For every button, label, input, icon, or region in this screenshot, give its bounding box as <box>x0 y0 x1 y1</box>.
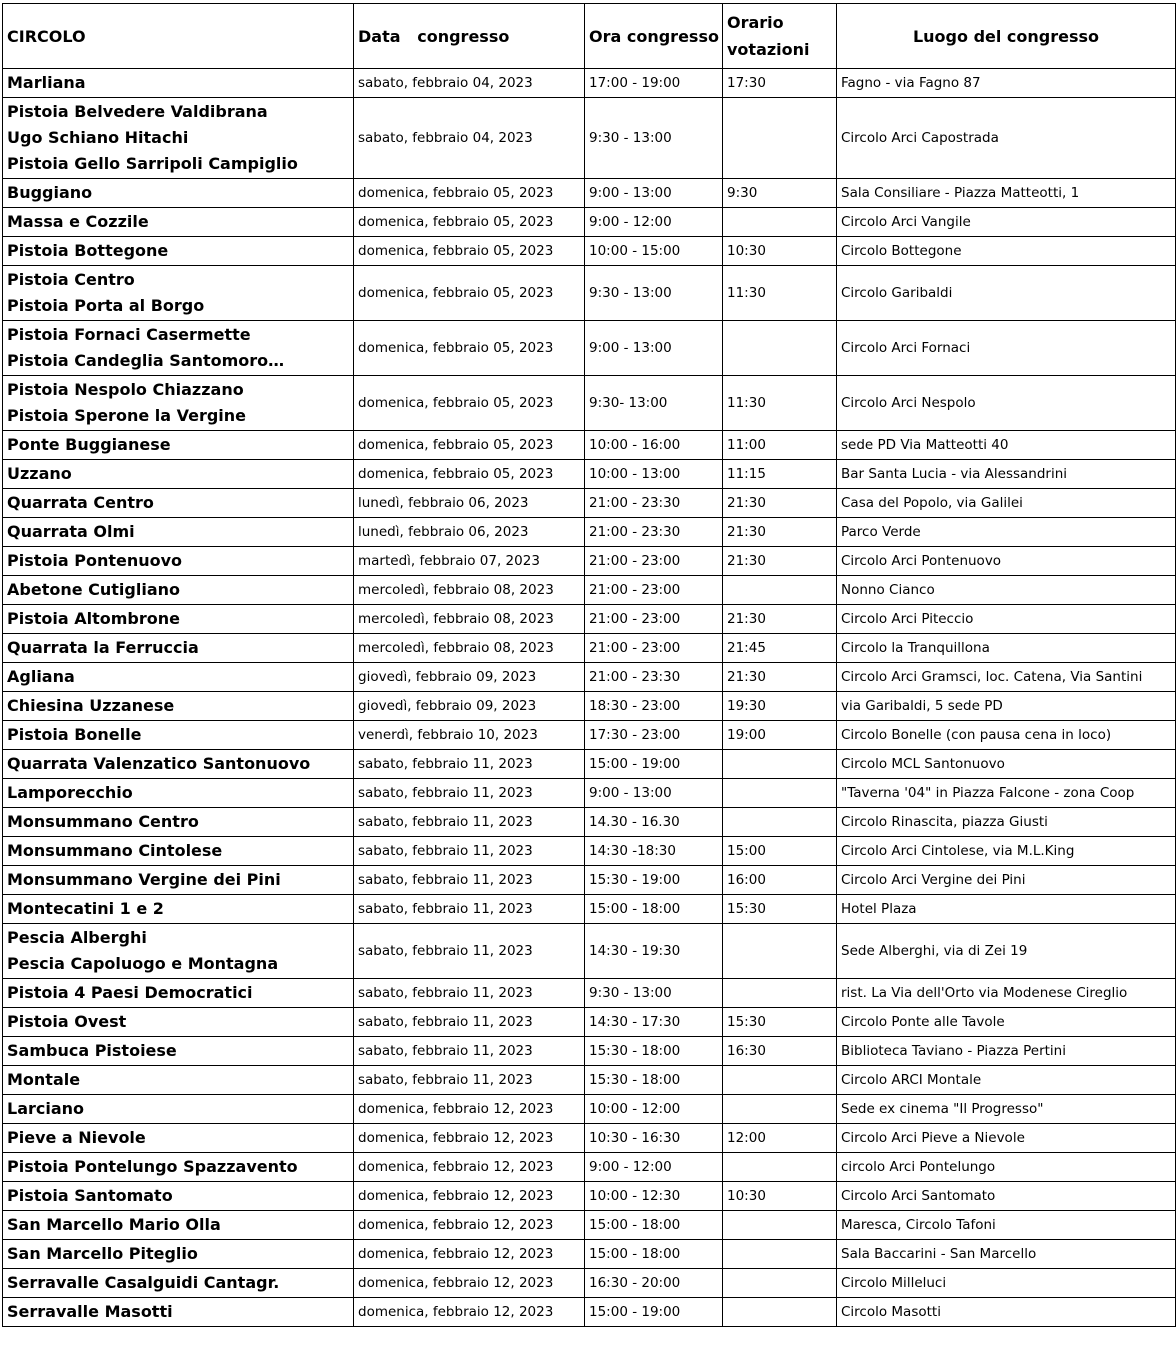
data-congresso-cell: domenica, febbraio 12, 2023 <box>354 1269 585 1298</box>
data-congresso-cell: domenica, febbraio 12, 2023 <box>354 1240 585 1269</box>
orario-votazioni-cell: 16:00 <box>723 866 837 895</box>
ora-congresso-cell: 9:30- 13:00 <box>585 376 723 431</box>
luogo-congresso-cell: Circolo Arci Santomato <box>837 1182 1176 1211</box>
circolo-cell <box>3 1066 354 1095</box>
table-row <box>3 179 1176 208</box>
data-congresso-cell: domenica, febbraio 05, 2023 <box>354 431 585 460</box>
ora-congresso-cell: 15:00 - 18:00 <box>585 895 723 924</box>
circolo-name: Pescia Alberghi <box>7 928 147 947</box>
orario-votazioni-cell: 9:30 <box>723 179 837 208</box>
ora-congresso-cell: 9:30 - 13:00 <box>585 266 723 321</box>
orario-votazioni-cell <box>723 808 837 837</box>
circolo-name: Pistoia Belvedere Valdibrana <box>7 102 268 121</box>
orario-votazioni-cell: 19:30 <box>723 692 837 721</box>
table-row <box>3 1037 1176 1066</box>
data-congresso-cell: domenica, febbraio 12, 2023 <box>354 1298 585 1327</box>
data-congresso-cell: sabato, febbraio 11, 2023 <box>354 837 585 866</box>
circolo-cell <box>3 1182 354 1211</box>
circolo-cell <box>3 208 354 237</box>
circolo-name: Pistoia Centro <box>7 270 135 289</box>
luogo-congresso-cell: Circolo Arci Piteccio <box>837 605 1176 634</box>
circolo-name: Montale <box>7 1070 81 1089</box>
circolo-cell <box>3 866 354 895</box>
luogo-congresso-cell: Sede ex cinema "Il Progresso" <box>837 1095 1176 1124</box>
data-congresso-cell: venerdì, febbraio 10, 2023 <box>354 721 585 750</box>
orario-votazioni-cell: 16:30 <box>723 1037 837 1066</box>
data-congresso-cell: lunedì, febbraio 06, 2023 <box>354 489 585 518</box>
circolo-cell <box>3 266 354 321</box>
luogo-congresso-cell: Circolo Arci Gramsci, loc. Catena, Via Santini <box>837 663 1176 692</box>
data-congresso-cell: sabato, febbraio 04, 2023 <box>354 98 585 179</box>
circolo-name: San Marcello Piteglio <box>7 1244 198 1263</box>
table-row <box>3 750 1176 779</box>
ora-congresso-cell: 9:00 - 13:00 <box>585 179 723 208</box>
data-congresso-cell: sabato, febbraio 11, 2023 <box>354 808 585 837</box>
data-congresso-cell: domenica, febbraio 12, 2023 <box>354 1153 585 1182</box>
table-row <box>3 779 1176 808</box>
luogo-congresso-cell: Circolo Rinascita, piazza Giusti <box>837 808 1176 837</box>
table-row <box>3 1240 1176 1269</box>
orario-votazioni-cell <box>723 1095 837 1124</box>
data-congresso-cell: domenica, febbraio 05, 2023 <box>354 208 585 237</box>
luogo-congresso-cell: Circolo Ponte alle Tavole <box>837 1008 1176 1037</box>
data-congresso-cell: giovedì, febbraio 09, 2023 <box>354 692 585 721</box>
circolo-cell <box>3 1008 354 1037</box>
orario-votazioni-cell <box>723 979 837 1008</box>
orario-votazioni-cell <box>723 750 837 779</box>
circolo-name: Pistoia Altombrone <box>7 609 180 628</box>
data-congresso-cell: mercoledì, febbraio 08, 2023 <box>354 576 585 605</box>
table-body <box>3 69 1176 1327</box>
data-congresso-cell: sabato, febbraio 11, 2023 <box>354 895 585 924</box>
table-row <box>3 321 1176 376</box>
circolo-cell <box>3 547 354 576</box>
ora-congresso-cell: 10:00 - 12:00 <box>585 1095 723 1124</box>
circolo-cell <box>3 779 354 808</box>
circolo-cell <box>3 808 354 837</box>
data-congresso-cell: sabato, febbraio 11, 2023 <box>354 1066 585 1095</box>
orario-votazioni-cell: 11:00 <box>723 431 837 460</box>
ora-congresso-cell: 21:00 - 23:00 <box>585 576 723 605</box>
table-row <box>3 1153 1176 1182</box>
orario-votazioni-cell: 11:30 <box>723 376 837 431</box>
congress-schedule-table <box>2 3 1176 1327</box>
luogo-congresso-cell: Circolo Arci Vergine dei Pini <box>837 866 1176 895</box>
data-congresso-cell: domenica, febbraio 12, 2023 <box>354 1182 585 1211</box>
luogo-congresso-cell: Parco Verde <box>837 518 1176 547</box>
luogo-congresso-cell: Circolo Arci Cintolese, via M.L.King <box>837 837 1176 866</box>
ora-congresso-cell: 9:30 - 13:00 <box>585 98 723 179</box>
table-row <box>3 663 1176 692</box>
ora-congresso-cell: 15:30 - 18:00 <box>585 1037 723 1066</box>
data-congresso-cell: domenica, febbraio 12, 2023 <box>354 1211 585 1240</box>
data-congresso-cell: domenica, febbraio 05, 2023 <box>354 460 585 489</box>
table-row <box>3 1269 1176 1298</box>
circolo-cell <box>3 98 354 179</box>
data-congresso-cell: domenica, febbraio 05, 2023 <box>354 266 585 321</box>
orario-votazioni-cell <box>723 1211 837 1240</box>
circolo-cell <box>3 179 354 208</box>
ora-congresso-cell: 18:30 - 23:00 <box>585 692 723 721</box>
luogo-congresso-cell: Circolo MCL Santonuovo <box>837 750 1176 779</box>
circolo-name: Larciano <box>7 1099 85 1118</box>
table-row <box>3 576 1176 605</box>
circolo-cell <box>3 1240 354 1269</box>
orario-votazioni-cell <box>723 98 837 179</box>
data-congresso-cell: mercoledì, febbraio 08, 2023 <box>354 634 585 663</box>
ora-congresso-cell: 14:30 -18:30 <box>585 837 723 866</box>
circolo-cell <box>3 431 354 460</box>
circolo-name: Pistoia Pontelungo Spazzavento <box>7 1157 298 1176</box>
circolo-name: Pistoia Fornaci Casermette <box>7 325 251 344</box>
circolo-cell <box>3 1269 354 1298</box>
ora-congresso-cell: 17:00 - 19:00 <box>585 69 723 98</box>
ora-congresso-cell: 9:00 - 12:00 <box>585 1153 723 1182</box>
luogo-congresso-cell: Circolo Milleluci <box>837 1269 1176 1298</box>
data-congresso-cell: domenica, febbraio 05, 2023 <box>354 376 585 431</box>
circolo-name: Monsummano Centro <box>7 812 199 831</box>
circolo-name: Chiesina Uzzanese <box>7 696 175 715</box>
table-row <box>3 1211 1176 1240</box>
data-congresso-cell: sabato, febbraio 11, 2023 <box>354 779 585 808</box>
circolo-cell <box>3 321 354 376</box>
orario-votazioni-cell <box>723 924 837 979</box>
header-luogo-congresso: Luogo del congresso <box>837 4 1176 69</box>
circolo-cell <box>3 750 354 779</box>
circolo-cell <box>3 721 354 750</box>
orario-votazioni-cell <box>723 576 837 605</box>
ora-congresso-cell: 15:00 - 18:00 <box>585 1211 723 1240</box>
data-congresso-cell: sabato, febbraio 11, 2023 <box>354 979 585 1008</box>
data-congresso-cell: domenica, febbraio 12, 2023 <box>354 1124 585 1153</box>
table-row <box>3 98 1176 179</box>
orario-votazioni-cell <box>723 1153 837 1182</box>
circolo-name: Pistoia Pontenuovo <box>7 551 183 570</box>
ora-congresso-cell: 21:00 - 23:30 <box>585 663 723 692</box>
luogo-congresso-cell: Circolo Bottegone <box>837 237 1176 266</box>
data-congresso-cell: domenica, febbraio 05, 2023 <box>354 321 585 376</box>
orario-votazioni-cell: 21:30 <box>723 547 837 576</box>
circolo-cell <box>3 663 354 692</box>
table-row <box>3 237 1176 266</box>
ora-congresso-cell: 16:30 - 20:00 <box>585 1269 723 1298</box>
table-row <box>3 634 1176 663</box>
circolo-cell <box>3 1211 354 1240</box>
luogo-congresso-cell: Circolo Garibaldi <box>837 266 1176 321</box>
circolo-name: Pistoia Sperone la Vergine <box>7 406 247 425</box>
circolo-name: Pistoia Ovest <box>7 1012 127 1031</box>
luogo-congresso-cell: circolo Arci Pontelungo <box>837 1153 1176 1182</box>
ora-congresso-cell: 9:30 - 13:00 <box>585 979 723 1008</box>
luogo-congresso-cell: sede PD Via Matteotti 40 <box>837 431 1176 460</box>
orario-votazioni-cell: 21:45 <box>723 634 837 663</box>
ora-congresso-cell: 21:00 - 23:00 <box>585 605 723 634</box>
circolo-name: Pistoia Nespolo Chiazzano <box>7 380 244 399</box>
circolo-name: Agliana <box>7 667 75 686</box>
circolo-name: Marliana <box>7 73 86 92</box>
luogo-congresso-cell: Circolo Arci Vangile <box>837 208 1176 237</box>
table-row <box>3 460 1176 489</box>
circolo-cell <box>3 376 354 431</box>
table-row <box>3 489 1176 518</box>
circolo-name: San Marcello Mario Olla <box>7 1215 221 1234</box>
luogo-congresso-cell: Sala Baccarini - San Marcello <box>837 1240 1176 1269</box>
orario-votazioni-cell <box>723 1269 837 1298</box>
orario-votazioni-cell: 21:30 <box>723 663 837 692</box>
orario-votazioni-cell <box>723 321 837 376</box>
orario-votazioni-cell: 10:30 <box>723 237 837 266</box>
circolo-cell <box>3 1095 354 1124</box>
ora-congresso-cell: 21:00 - 23:00 <box>585 547 723 576</box>
luogo-congresso-cell: Sede Alberghi, via di Zei 19 <box>837 924 1176 979</box>
circolo-cell <box>3 692 354 721</box>
orario-votazioni-cell: 21:30 <box>723 518 837 547</box>
orario-votazioni-cell: 21:30 <box>723 605 837 634</box>
circolo-name: Monsummano Vergine dei Pini <box>7 870 281 889</box>
circolo-name: Serravalle Masotti <box>7 1302 173 1321</box>
circolo-name: Pistoia Bottegone <box>7 241 169 260</box>
table-row <box>3 895 1176 924</box>
header-orario-votazioni: Orario votazioni <box>723 4 837 69</box>
orario-votazioni-cell <box>723 1298 837 1327</box>
ora-congresso-cell: 9:00 - 12:00 <box>585 208 723 237</box>
ora-congresso-cell: 21:00 - 23:00 <box>585 634 723 663</box>
table-row <box>3 866 1176 895</box>
luogo-congresso-cell: Circolo Masotti <box>837 1298 1176 1327</box>
orario-votazioni-cell: 15:30 <box>723 1008 837 1037</box>
data-congresso-cell: domenica, febbraio 12, 2023 <box>354 1095 585 1124</box>
data-congresso-cell: domenica, febbraio 05, 2023 <box>354 237 585 266</box>
ora-congresso-cell: 10:00 - 12:30 <box>585 1182 723 1211</box>
circolo-name: Pistoia Porta al Borgo <box>7 296 205 315</box>
data-congresso-cell: sabato, febbraio 11, 2023 <box>354 1037 585 1066</box>
ora-congresso-cell: 9:00 - 13:00 <box>585 779 723 808</box>
circolo-name: Buggiano <box>7 183 93 202</box>
circolo-cell <box>3 518 354 547</box>
table-row <box>3 376 1176 431</box>
circolo-cell <box>3 1037 354 1066</box>
circolo-cell <box>3 1298 354 1327</box>
luogo-congresso-cell: Circolo Arci Capostrada <box>837 98 1176 179</box>
orario-votazioni-cell <box>723 208 837 237</box>
luogo-congresso-cell: Fagno - via Fagno 87 <box>837 69 1176 98</box>
luogo-congresso-cell: Circolo ARCI Montale <box>837 1066 1176 1095</box>
ora-congresso-cell: 10:00 - 15:00 <box>585 237 723 266</box>
orario-votazioni-cell <box>723 1240 837 1269</box>
table-row <box>3 518 1176 547</box>
luogo-congresso-cell: Casa del Popolo, via Galilei <box>837 489 1176 518</box>
luogo-congresso-cell: "Taverna '04" in Piazza Falcone - zona Coop <box>837 779 1176 808</box>
ora-congresso-cell: 14:30 - 19:30 <box>585 924 723 979</box>
orario-votazioni-cell: 21:30 <box>723 489 837 518</box>
data-congresso-cell: sabato, febbraio 11, 2023 <box>354 924 585 979</box>
ora-congresso-cell: 17:30 - 23:00 <box>585 721 723 750</box>
circolo-name: Pieve a Nievole <box>7 1128 146 1147</box>
circolo-cell <box>3 979 354 1008</box>
table-row <box>3 692 1176 721</box>
table-row <box>3 1066 1176 1095</box>
ora-congresso-cell: 10:00 - 16:00 <box>585 431 723 460</box>
header-ora-congresso: Ora congresso <box>585 4 723 69</box>
circolo-name: Monsummano Cintolese <box>7 841 223 860</box>
orario-votazioni-cell: 11:30 <box>723 266 837 321</box>
luogo-congresso-cell: Circolo Bonelle (con pausa cena in loco) <box>837 721 1176 750</box>
orario-votazioni-cell <box>723 779 837 808</box>
circolo-name: Lamporecchio <box>7 783 133 802</box>
orario-votazioni-cell: 19:00 <box>723 721 837 750</box>
circolo-cell <box>3 460 354 489</box>
ora-congresso-cell: 14:30 - 17:30 <box>585 1008 723 1037</box>
circolo-name: Pescia Capoluogo e Montagna <box>7 954 279 973</box>
table-row <box>3 979 1176 1008</box>
luogo-congresso-cell: rist. La Via dell'Orto via Modenese Cireglio <box>837 979 1176 1008</box>
circolo-cell <box>3 576 354 605</box>
data-congresso-cell: sabato, febbraio 11, 2023 <box>354 1008 585 1037</box>
circolo-name: Ugo Schiano Hitachi <box>7 128 189 147</box>
circolo-name: Pistoia Candeglia Santomoro… <box>7 351 285 370</box>
circolo-name: Quarrata Olmi <box>7 522 135 541</box>
luogo-congresso-cell: Circolo la Tranquillona <box>837 634 1176 663</box>
luogo-congresso-cell: Biblioteca Taviano - Piazza Pertini <box>837 1037 1176 1066</box>
luogo-congresso-cell: Circolo Arci Pontenuovo <box>837 547 1176 576</box>
orario-votazioni-cell: 17:30 <box>723 69 837 98</box>
luogo-congresso-cell: Bar Santa Lucia - via Alessandrini <box>837 460 1176 489</box>
circolo-name: Pistoia 4 Paesi Democratici <box>7 983 253 1002</box>
ora-congresso-cell: 21:00 - 23:30 <box>585 489 723 518</box>
circolo-cell <box>3 895 354 924</box>
ora-congresso-cell: 15:00 - 19:00 <box>585 1298 723 1327</box>
circolo-cell <box>3 489 354 518</box>
table-row <box>3 605 1176 634</box>
luogo-congresso-cell: Circolo Arci Pieve a Nievole <box>837 1124 1176 1153</box>
orario-votazioni-cell <box>723 1066 837 1095</box>
table-row <box>3 837 1176 866</box>
data-congresso-cell: lunedì, febbraio 06, 2023 <box>354 518 585 547</box>
circolo-name: Sambuca Pistoiese <box>7 1041 177 1060</box>
orario-votazioni-cell: 10:30 <box>723 1182 837 1211</box>
luogo-congresso-cell: via Garibaldi, 5 sede PD <box>837 692 1176 721</box>
table-row <box>3 1182 1176 1211</box>
data-congresso-cell: martedì, febbraio 07, 2023 <box>354 547 585 576</box>
circolo-cell <box>3 837 354 866</box>
ora-congresso-cell: 9:00 - 13:00 <box>585 321 723 376</box>
circolo-cell <box>3 924 354 979</box>
luogo-congresso-cell: Sala Consiliare - Piazza Matteotti, 1 <box>837 179 1176 208</box>
ora-congresso-cell: 15:00 - 19:00 <box>585 750 723 779</box>
luogo-congresso-cell: Hotel Plaza <box>837 895 1176 924</box>
data-congresso-cell: domenica, febbraio 05, 2023 <box>354 179 585 208</box>
ora-congresso-cell: 14.30 - 16.30 <box>585 808 723 837</box>
header-row <box>3 4 1176 69</box>
table-row <box>3 808 1176 837</box>
ora-congresso-cell: 10:00 - 13:00 <box>585 460 723 489</box>
circolo-cell <box>3 69 354 98</box>
ora-congresso-cell: 21:00 - 23:30 <box>585 518 723 547</box>
data-congresso-cell: sabato, febbraio 11, 2023 <box>354 866 585 895</box>
ora-congresso-cell: 15:30 - 18:00 <box>585 1066 723 1095</box>
circolo-name: Uzzano <box>7 464 72 483</box>
data-congresso-cell: mercoledì, febbraio 08, 2023 <box>354 605 585 634</box>
table-row <box>3 1095 1176 1124</box>
circolo-name: Montecatini 1 e 2 <box>7 899 164 918</box>
orario-votazioni-cell: 11:15 <box>723 460 837 489</box>
circolo-name: Pistoia Santomato <box>7 1186 173 1205</box>
ora-congresso-cell: 15:30 - 19:00 <box>585 866 723 895</box>
circolo-cell <box>3 634 354 663</box>
table-row <box>3 924 1176 979</box>
data-congresso-cell: giovedì, febbraio 09, 2023 <box>354 663 585 692</box>
table-row <box>3 1124 1176 1153</box>
circolo-cell <box>3 1124 354 1153</box>
table-row <box>3 266 1176 321</box>
circolo-name: Pistoia Bonelle <box>7 725 142 744</box>
header-data-congresso: Data congresso <box>354 4 585 69</box>
header-circolo: CIRCOLO <box>3 4 354 69</box>
orario-votazioni-cell: 12:00 <box>723 1124 837 1153</box>
data-congresso-cell: sabato, febbraio 11, 2023 <box>354 750 585 779</box>
ora-congresso-cell: 15:00 - 18:00 <box>585 1240 723 1269</box>
circolo-name: Abetone Cutigliano <box>7 580 181 599</box>
circolo-name: Quarrata Centro <box>7 493 154 512</box>
luogo-congresso-cell: Circolo Arci Nespolo <box>837 376 1176 431</box>
orario-votazioni-cell: 15:00 <box>723 837 837 866</box>
table-row <box>3 1008 1176 1037</box>
luogo-congresso-cell: Circolo Arci Fornaci <box>837 321 1176 376</box>
table-row <box>3 431 1176 460</box>
ora-congresso-cell: 10:30 - 16:30 <box>585 1124 723 1153</box>
circolo-name: Serravalle Casalguidi Cantagr. <box>7 1273 280 1292</box>
circolo-name: Ponte Buggianese <box>7 435 171 454</box>
orario-votazioni-cell: 15:30 <box>723 895 837 924</box>
circolo-name: Quarrata Valenzatico Santonuovo <box>7 754 311 773</box>
circolo-name: Massa e Cozzile <box>7 212 149 231</box>
table-row <box>3 721 1176 750</box>
data-congresso-cell: sabato, febbraio 04, 2023 <box>354 69 585 98</box>
table-row <box>3 547 1176 576</box>
table-row <box>3 1298 1176 1327</box>
circolo-cell <box>3 237 354 266</box>
luogo-congresso-cell: Maresca, Circolo Tafoni <box>837 1211 1176 1240</box>
circolo-name: Quarrata la Ferruccia <box>7 638 199 657</box>
luogo-congresso-cell: Nonno Cianco <box>837 576 1176 605</box>
table-row <box>3 208 1176 237</box>
circolo-cell <box>3 1153 354 1182</box>
table-row <box>3 69 1176 98</box>
circolo-name: Pistoia Gello Sarripoli Campiglio <box>7 154 298 173</box>
circolo-cell <box>3 605 354 634</box>
